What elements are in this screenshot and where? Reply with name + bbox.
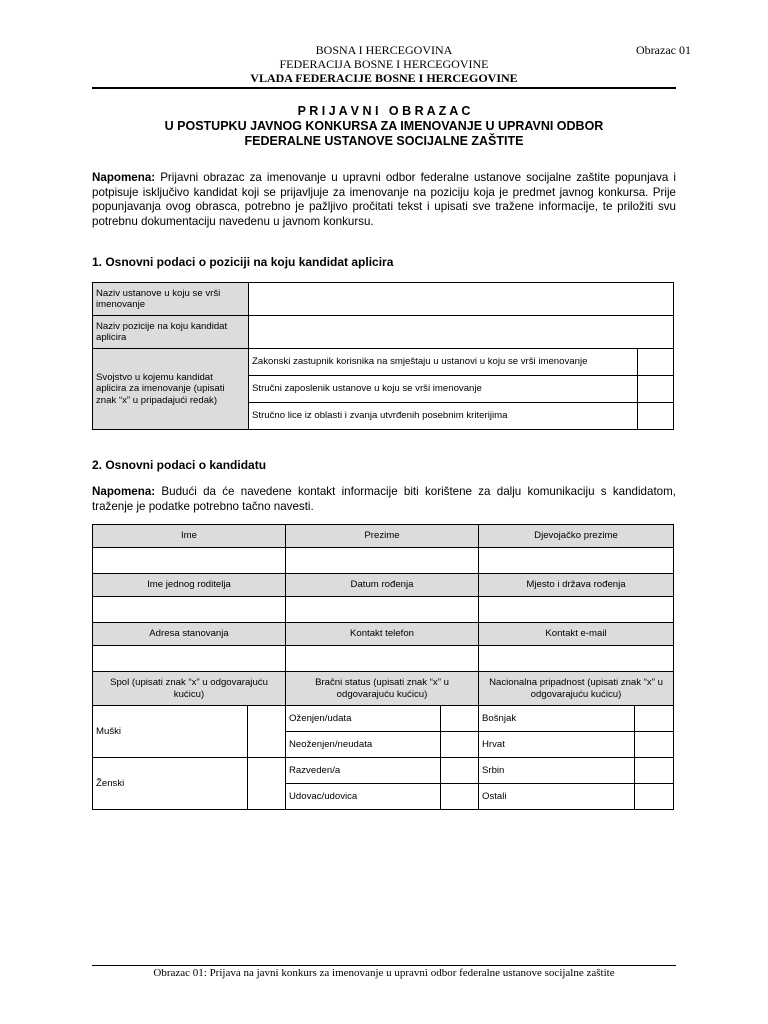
- header-birth-date: Datum rođenja: [286, 574, 479, 597]
- nationality-bosniak-label: Bošnjak: [479, 706, 635, 732]
- footer-text: Obrazac 01: Prijava na javni konkurs za imenovanje u upravni odbor federalne ustanove socijalne zaštite: [153, 967, 615, 979]
- marital-single-checkbox[interactable]: [441, 732, 479, 758]
- marital-divorced-checkbox[interactable]: [441, 758, 479, 784]
- section2-note-label: Napomena:: [92, 485, 156, 498]
- gender-male-checkbox[interactable]: [248, 706, 286, 758]
- marital-married-label: Oženjen/udata: [286, 706, 441, 732]
- section2-heading: 2. Osnovni podaci o kandidatu: [92, 458, 267, 472]
- header-marital-status: Bračni status (upisati znak “x” u odgovarajuću kućicu): [286, 672, 479, 706]
- form-subtitle-1: U POSTUPKU JAVNOG KONKURSA ZA IMENOVANJE U UPRAVNI ODBOR: [164, 119, 604, 133]
- position-input[interactable]: [249, 316, 674, 349]
- email-input[interactable]: [479, 646, 674, 672]
- nationality-bosniak-checkbox[interactable]: [635, 706, 674, 732]
- note-text: Prijavni obrazac za imenovanje u upravni odbor federalne ustanove socijalne zaštite popunjava i potpisuje isključivo kandidat koji se prijavljuje za imenovanje na poziciju koja je predmet javnog konkursa. Prije popunjavanja ovog obrasca, potrebno je pažljivo pročitati tekst i upisati sve tražene informacije, te priložiti svu potrebnu dokumentaciju navedenu u javnom konkursu.: [92, 171, 676, 228]
- capacity-checkbox-1[interactable]: [638, 349, 674, 376]
- header-federation: FEDERACIJA BOSNE I HERCEGOVINE: [279, 57, 489, 71]
- header-address: Adresa stanovanja: [93, 623, 286, 646]
- nationality-serb-checkbox[interactable]: [635, 758, 674, 784]
- institution-input[interactable]: [249, 283, 674, 316]
- note-label: Napomena:: [92, 171, 156, 184]
- gender-male-label: Muški: [93, 706, 248, 758]
- footer-rule: [92, 965, 676, 966]
- header-government: VLADA FEDERACIJE BOSNE I HERCEGOVINE: [250, 71, 518, 85]
- header-phone: Kontakt telefon: [286, 623, 479, 646]
- nationality-other-checkbox[interactable]: [635, 784, 674, 810]
- marital-widowed-checkbox[interactable]: [441, 784, 479, 810]
- capacity-label: Svojstvo u kojemu kandidat aplicira za imenovanje (upisati znak “x” u pripadajući redak): [93, 349, 249, 430]
- header-last-name: Prezime: [286, 525, 479, 548]
- section2-note: [92, 485, 676, 514]
- capacity-option-2: Stručni zaposlenik ustanove u koju se vrši imenovanje: [249, 376, 638, 403]
- nationality-croat-checkbox[interactable]: [635, 732, 674, 758]
- header-gender: Spol (upisati znak “x” u odgovarajuću kućicu): [93, 672, 286, 706]
- nationality-other-label: Ostali: [479, 784, 635, 810]
- header-rule: [92, 87, 676, 89]
- maiden-name-input[interactable]: [479, 548, 674, 574]
- parent-name-input[interactable]: [93, 597, 286, 623]
- header-country: BOSNA I HERCEGOVINA: [315, 43, 453, 57]
- birth-date-input[interactable]: [286, 597, 479, 623]
- note-paragraph: [92, 171, 676, 229]
- nationality-croat-label: Hrvat: [479, 732, 635, 758]
- header-first-name: Ime: [93, 525, 286, 548]
- marital-widowed-label: Udovac/udovica: [286, 784, 441, 810]
- section1-heading: 1. Osnovni podaci o poziciji na koju kandidat aplicira: [92, 255, 394, 269]
- position-label: Naziv pozicije na koju kandidat aplicira: [93, 316, 249, 349]
- header-email: Kontakt e-mail: [479, 623, 674, 646]
- capacity-checkbox-3[interactable]: [638, 403, 674, 430]
- header-maiden-name: Djevojačko prezime: [479, 525, 674, 548]
- capacity-option-3: Stručno lice iz oblasti i zvanja utvrđenih posebnim kriterijima: [249, 403, 638, 430]
- birth-place-input[interactable]: [479, 597, 674, 623]
- phone-input[interactable]: [286, 646, 479, 672]
- capacity-checkbox-2[interactable]: [638, 376, 674, 403]
- gender-female-checkbox[interactable]: [248, 758, 286, 810]
- institution-label: Naziv ustanove u koju se vrši imenovanje: [93, 283, 249, 316]
- form-subtitle-2: FEDERALNE USTANOVE SOCIJALNE ZAŠTITE: [244, 134, 524, 148]
- header-nationality: Nacionalna pripadnost (upisati znak “x” u odgovarajuću kućicu): [479, 672, 674, 706]
- last-name-input[interactable]: [286, 548, 479, 574]
- marital-married-checkbox[interactable]: [441, 706, 479, 732]
- capacity-option-1: Zakonski zastupnik korisnika na smještaju u ustanovi u koju se vrši imenovanje: [249, 349, 638, 376]
- form-code: Obrazac 01: [636, 43, 691, 57]
- header-parent-name: Ime jednog roditelja: [93, 574, 286, 597]
- header-birth-place: Mjesto i država rođenja: [479, 574, 674, 597]
- candidate-table: [92, 524, 674, 810]
- marital-divorced-label: Razveden/a: [286, 758, 441, 784]
- first-name-input[interactable]: [93, 548, 286, 574]
- nationality-serb-label: Srbin: [479, 758, 635, 784]
- address-input[interactable]: [93, 646, 286, 672]
- position-table: [92, 282, 674, 430]
- form-title: P R I J A V N I O B R A Z A C: [297, 104, 471, 118]
- gender-female-label: Ženski: [93, 758, 248, 810]
- marital-single-label: Neoženjen/neudata: [286, 732, 441, 758]
- section2-note-text: Budući da će navedene kontakt informacije biti korištene za dalju komunikaciju s kandidatom, traženje je podatke potrebno tačno navesti.: [92, 485, 676, 513]
